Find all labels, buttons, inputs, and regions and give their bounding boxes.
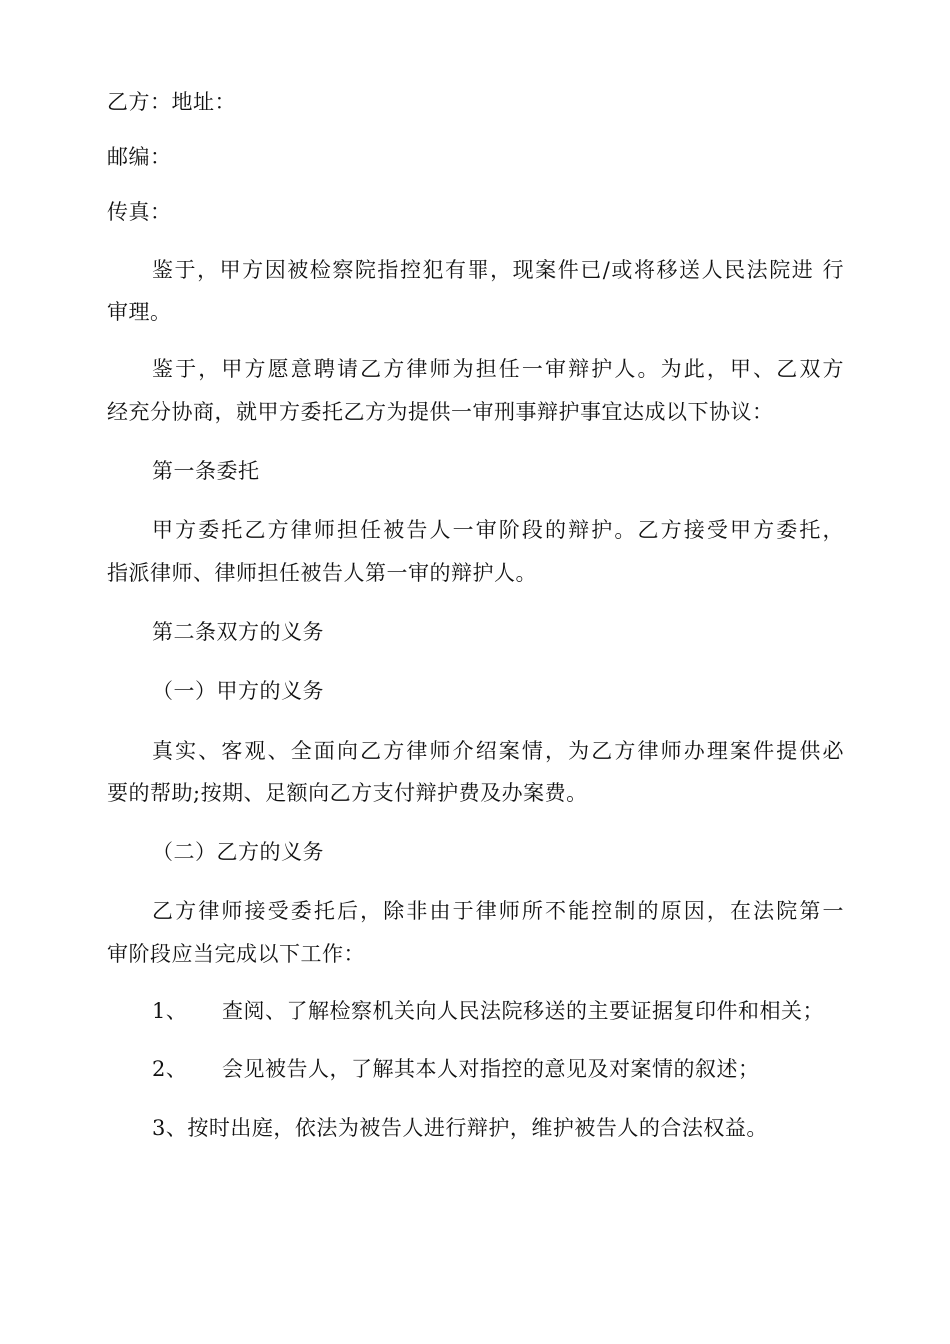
party-a-duties-line-1: 真实、客观、全面向乙方律师介绍案情，为乙方律师办理案件提供必 — [152, 739, 844, 763]
postcode-line: 邮编： — [107, 145, 172, 169]
fax-line: 传真： — [107, 200, 172, 224]
party-b-duties-heading: （二）乙方的义务 — [152, 840, 324, 864]
article-1-line-2: 指派律师、律师担任被告人第一审的辩护人。 — [107, 561, 537, 585]
list-item — [152, 1055, 760, 1083]
list-item-number: 1、 — [152, 999, 188, 1023]
list-item-number: 3、 — [152, 1116, 188, 1140]
recital-2-line-1: 鉴于，甲方愿意聘请乙方律师为担任一审辩护人。为此，甲、乙双方 — [152, 357, 844, 381]
list-item-text: 会见被告人，了解其本人对指控的意见及对案情的叙述； — [222, 1057, 760, 1081]
list-item — [152, 997, 824, 1025]
recital-2-line-2: 经充分协商，就甲方委托乙方为提供一审刑事辩护事宜达成以下协议： — [107, 400, 774, 424]
list-item-text: 按时出庭，依法为被告人进行辩护，维护被告人的合法权益。 — [187, 1116, 768, 1140]
article-2-heading: 第二条双方的义务 — [152, 620, 324, 644]
recital-1-line-1: 鉴于，甲方因被检察院指控犯有罪，现案件已/或将移送人民法院进 行 — [152, 258, 844, 282]
article-1-heading: 第一条委托 — [152, 459, 260, 483]
party-b-duties-line-1: 乙方律师接受委托后，除非由于律师所不能控制的原因，在法院第一 — [152, 899, 844, 923]
party-a-duties-heading: （一）甲方的义务 — [152, 679, 324, 703]
list-item-text: 查阅、了解检察机关向人民法院移送的主要证据复印件和相关； — [222, 999, 824, 1023]
recital-1-line-2: 审理。 — [107, 300, 172, 324]
party-b-duties-line-2: 审阶段应当完成以下工作： — [107, 942, 365, 966]
party-a-duties-line-2: 要的帮助;按期、足额向乙方支付辩护费及办案费。 — [107, 781, 588, 805]
list-item-number: 2、 — [152, 1057, 188, 1081]
list-item — [152, 1114, 768, 1142]
article-1-line-1: 甲方委托乙方律师担任被告人一审阶段的辩护。乙方接受甲方委托， — [152, 518, 844, 542]
party-b-address-line: 乙方：地址： — [107, 90, 236, 114]
